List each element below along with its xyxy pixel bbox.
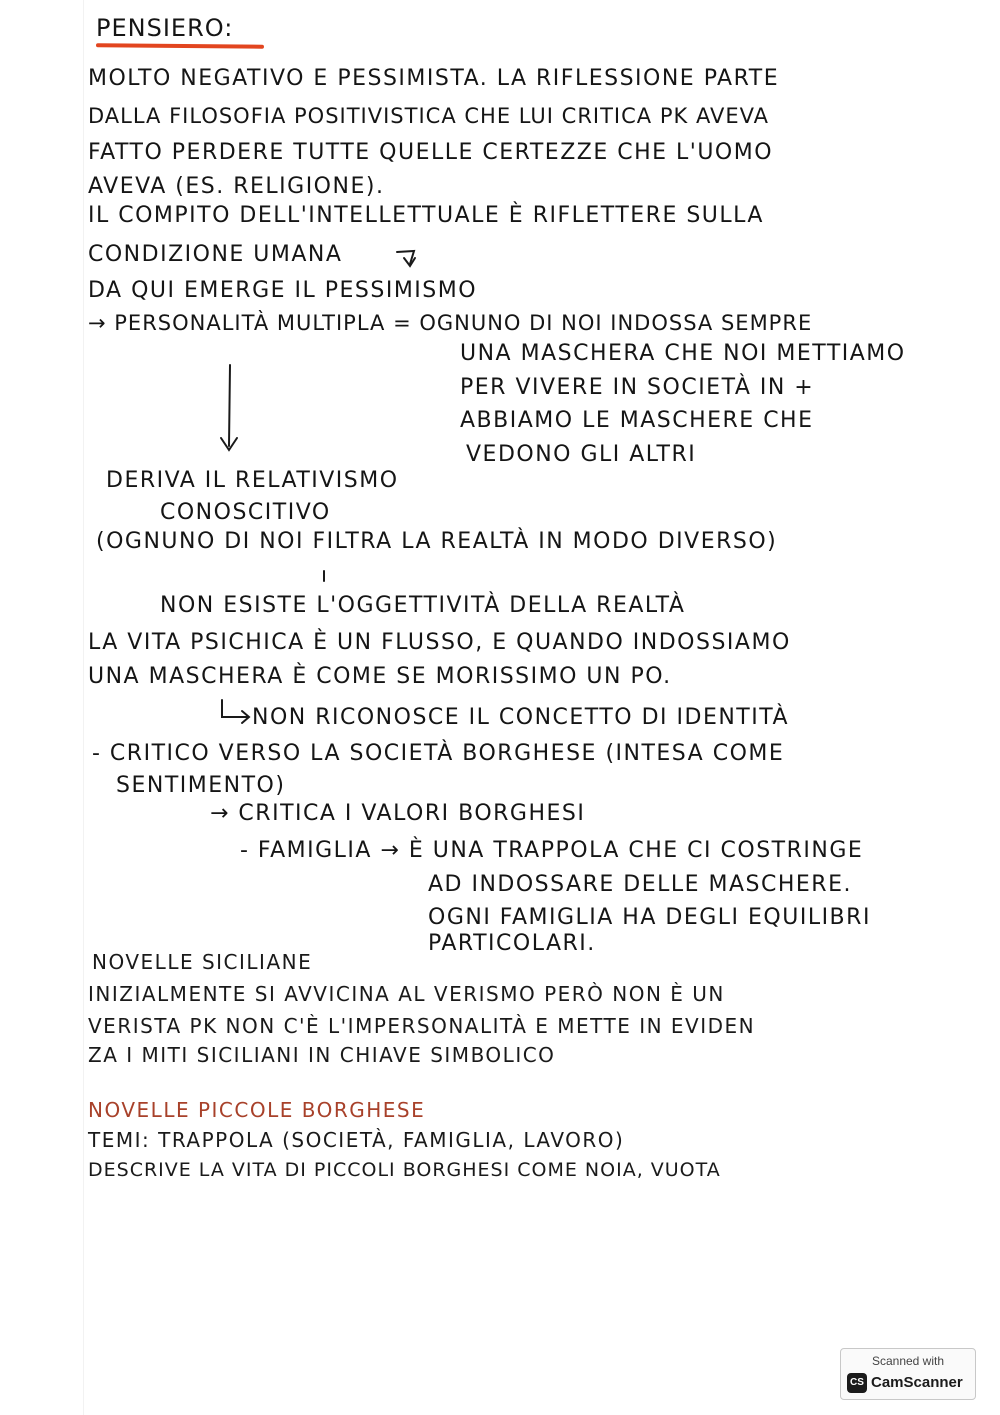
note-line: CONOSCITIVO xyxy=(160,500,331,525)
note-line: (OGNUNO DI NOI FILTRA LA REALTÀ IN MODO DIVERSO) xyxy=(96,529,778,554)
note-line: VEDONO GLI ALTRI xyxy=(466,442,697,467)
note-line: AD INDOSSARE DELLE MASCHERE. xyxy=(428,872,852,897)
note-line: UNA MASCHERA È COME SE MORISSIMO UN PO. xyxy=(88,664,672,689)
note-line: → CRITICA I VALORI BORGHESI xyxy=(210,801,586,826)
note-line: DERIVA IL RELATIVISMO xyxy=(106,468,399,493)
note-line: AVEVA (ES. RELIGIONE). xyxy=(88,174,385,199)
curved-arrow xyxy=(222,700,248,717)
hook-arrow-head xyxy=(404,258,415,266)
note-line: NON RICONOSCE IL CONCETTO DI IDENTITÀ xyxy=(252,705,790,730)
note-line: DA QUI EMERGE IL PESSIMISMO xyxy=(88,278,478,303)
note-line: SENTIMENTO) xyxy=(116,773,286,798)
note-line: MOLTO NEGATIVO E PESSIMISTA. LA RIFLESSIONE PARTE xyxy=(88,66,780,91)
camscanner-logo-icon: CS xyxy=(847,1373,867,1393)
down-arrow-shaft xyxy=(229,365,230,446)
watermark-brand: CamScanner xyxy=(871,1374,963,1391)
note-line: PARTICOLARI. xyxy=(428,931,596,956)
note-line: ZA I MITI SICILIANI IN CHIAVE SIMBOLICO xyxy=(88,1043,556,1067)
camscanner-watermark xyxy=(840,1348,976,1400)
note-line: IL COMPITO DELL'INTELLETTUALE È RIFLETTERE SULLA xyxy=(88,203,764,228)
section-heading: NOVELLE SICILIANE xyxy=(92,950,313,974)
note-line: TEMI: TRAPPOLA (SOCIETÀ, FAMIGLIA, LAVORO) xyxy=(88,1128,625,1152)
note-line: OGNI FAMIGLIA HA DEGLI EQUILIBRI xyxy=(428,905,871,930)
note-line: FATTO PERDERE TUTTE QUELLE CERTEZZE CHE L'UOMO xyxy=(88,140,774,165)
note-line: LA VITA PSICHICA È UN FLUSSO, E QUANDO INDOSSIAMO xyxy=(88,630,791,655)
note-line: - FAMIGLIA → È UNA TRAPPOLA CHE CI COSTRINGE xyxy=(240,838,864,863)
note-line: UNA MASCHERA CHE NOI METTIAMO xyxy=(460,341,906,366)
note-line: INIZIALMENTE SI AVVICINA AL VERISMO PERÒ NON È UN xyxy=(88,982,725,1006)
note-line: CONDIZIONE UMANA xyxy=(88,242,343,267)
note-line: DALLA FILOSOFIA POSITIVISTICA CHE LUI CRITICA PK AVEVA xyxy=(88,104,769,128)
section-heading: NOVELLE PICCOLE BORGHESE xyxy=(88,1098,426,1122)
note-line: - CRITICO VERSO LA SOCIETÀ BORGHESE (INTESA COME xyxy=(92,741,785,766)
note-line: PER VIVERE IN SOCIETÀ IN + xyxy=(460,375,815,400)
watermark-caption: Scanned with xyxy=(871,1354,945,1368)
note-line: → PERSONALITÀ MULTIPLA = OGNUNO DI NOI INDOSSA SEMPRE xyxy=(88,311,813,335)
page-title: PENSIERO: xyxy=(96,14,234,42)
note-line: ABBIAMO LE MASCHERE CHE xyxy=(460,408,814,433)
note-line: NON ESISTE L'OGGETTIVITÀ DELLA REALTÀ xyxy=(160,593,686,618)
note-line: VERISTA PK NON C'È L'IMPERSONALITÀ E METTE IN EVIDEN xyxy=(88,1014,756,1038)
note-line: DESCRIVE LA VITA DI PICCOLI BORGHESI COME NOIA, VUOTA xyxy=(88,1159,721,1181)
